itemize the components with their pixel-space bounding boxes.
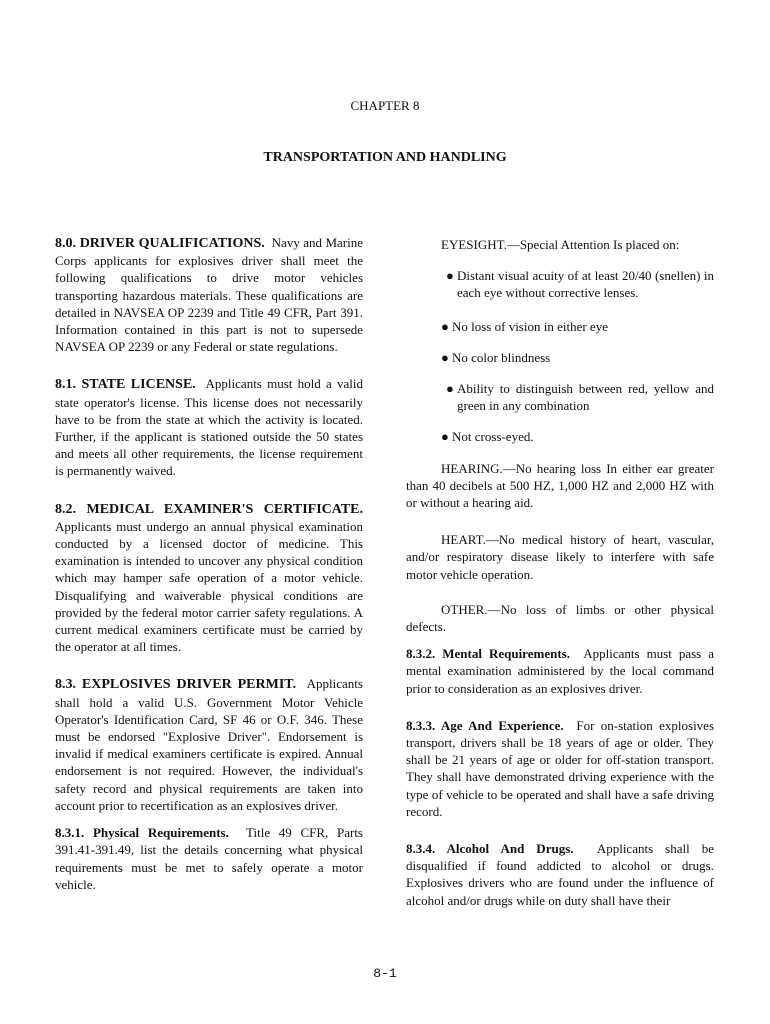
eyesight-paragraph: EYESIGHT.—Special Attention Is placed on: xyxy=(441,237,680,252)
page-number: 8-1 xyxy=(373,966,397,981)
section-text: Applicants must hold a valid state operator's license. This license does not necessarily have to be from the state at which the activity is located. Further, if the applicant is stationed outside the 50 states and meets all other requirements, the license requirement is permanently waived. xyxy=(55,376,363,479)
right-column xyxy=(406,234,714,909)
section-text: For on-station explosives transport, drivers shall be 18 years of age or older. They shall be 21 years of age or older for off-station transport. They shall have demonstrated driving experience with the type of vehicle to be operated and shall have a safe driving record. xyxy=(406,717,715,819)
other-paragraph: OTHER.—No loss of limbs or other physical defects. xyxy=(406,601,714,635)
bullet-icon: ● xyxy=(441,318,449,334)
heart-paragraph: HEART.—No medical history of heart, vascular, and/or respiratory disease likely to interfere with safe motor vehicle operation. xyxy=(406,532,714,582)
section-text: Title 49 CFR, Parts 391.41-391.49, list the details concerning what physical requirements must be met to safely operate a motor vehicle. xyxy=(55,825,363,892)
bullet-icon: ● xyxy=(446,268,454,284)
bullet-item: ● Not cross-eyed. xyxy=(441,429,534,445)
section-text: Applicants must pass a mental examination administered by the local command prior to consideration as an explosives driver. xyxy=(406,646,715,696)
bullet-item: ● No color blindness xyxy=(441,349,551,365)
section-heading: 8.3.4. Alcohol And Drugs. xyxy=(406,841,574,857)
section-heading: 8.1. STATE LICENSE. xyxy=(55,377,196,393)
section-8-1 xyxy=(55,375,363,479)
section-text: Applicants must undergo an annual physical examination conducted by a licensed doctor of medicine. This examination is intended to uncover any physical condition which may hamper safe operation of a motor vehicle. Disqualifying and waiverable physical conditions are provided by the federal motor carrier safety regulations. A current medical examiners certificate must be carried by the operator at all times. xyxy=(55,518,363,655)
bullet-item: ● Ability to distinguish between red, yellow and green in any combination xyxy=(446,381,714,414)
section-heading: 8.0. DRIVER QUALIFICATIONS. xyxy=(55,236,265,251)
chapter-title: TRANSPORTATION AND HANDLING xyxy=(263,150,507,165)
chapter-number: CHAPTER 8 xyxy=(350,98,420,113)
section-text: Applicants shall be disqualified if found addicted to alcohol or drugs. Explosives drivers who are found under the influence of alcohol and/or drugs while on duty shall have their xyxy=(406,841,714,908)
left-column xyxy=(55,234,363,893)
section-heading: 8.2. MEDICAL EXAMINER'S CERTIFICATE. xyxy=(55,501,363,517)
bullet-icon: ● xyxy=(441,349,449,365)
eyesight-bullet-list xyxy=(406,267,714,445)
section-text: Navy and Marine Corps applicants for explosives driver shall meet the following qualifications to drive motor vehicles transporting hazardous materials. These qualifications are detailed in NAVSEA OP 2239 and Title 49 CFR, Part 391. Information contained in this part is not to supersede NAVSEA OP 2239 or any Federal or state regulations. xyxy=(55,235,364,355)
section-8-0 xyxy=(55,234,363,355)
section-8-3-2 xyxy=(406,645,714,697)
section-8-2 xyxy=(55,500,363,656)
section-heading: 8.3.2. Mental Requirements. xyxy=(406,646,570,662)
section-heading: 8.3. EXPLOSIVES DRIVER PERMIT. xyxy=(55,677,297,693)
section-8-3-3 xyxy=(406,717,714,820)
section-8-3 xyxy=(55,675,363,814)
section-text: Applicants shall hold a valid U.S. Government Motor Vehicle Operator's Identification Card, SF 46 or O.F. 346. These must be endorsed "Explosive Driver". Endorsement is invalid if medical examiners certificate is expired. Annual endorsement is not required. However, the individual's safety record and physical requirements are taken into account prior to recertification as an explosives driver. xyxy=(55,676,363,813)
section-8-3-4 xyxy=(406,840,714,909)
section-heading: 8.3.3. Age And Experience. xyxy=(406,717,564,733)
hearing-paragraph: HEARING.—No hearing loss In either ear greater than 40 decibels at 500 HZ, 1,000 HZ and 2,000 HZ with or without a hearing aid. xyxy=(406,460,714,511)
bullet-item: ● Distant visual acuity of at least 20/40 (snellen) in each eye without corrective lenses. xyxy=(446,268,714,301)
bullet-item: ● No loss of vision in either eye xyxy=(441,318,608,334)
bullet-icon: ● xyxy=(446,381,454,397)
bullet-icon: ● xyxy=(441,429,449,445)
section-8-3-1 xyxy=(55,824,363,893)
section-heading: 8.3.1. Physical Requirements. xyxy=(55,825,229,841)
